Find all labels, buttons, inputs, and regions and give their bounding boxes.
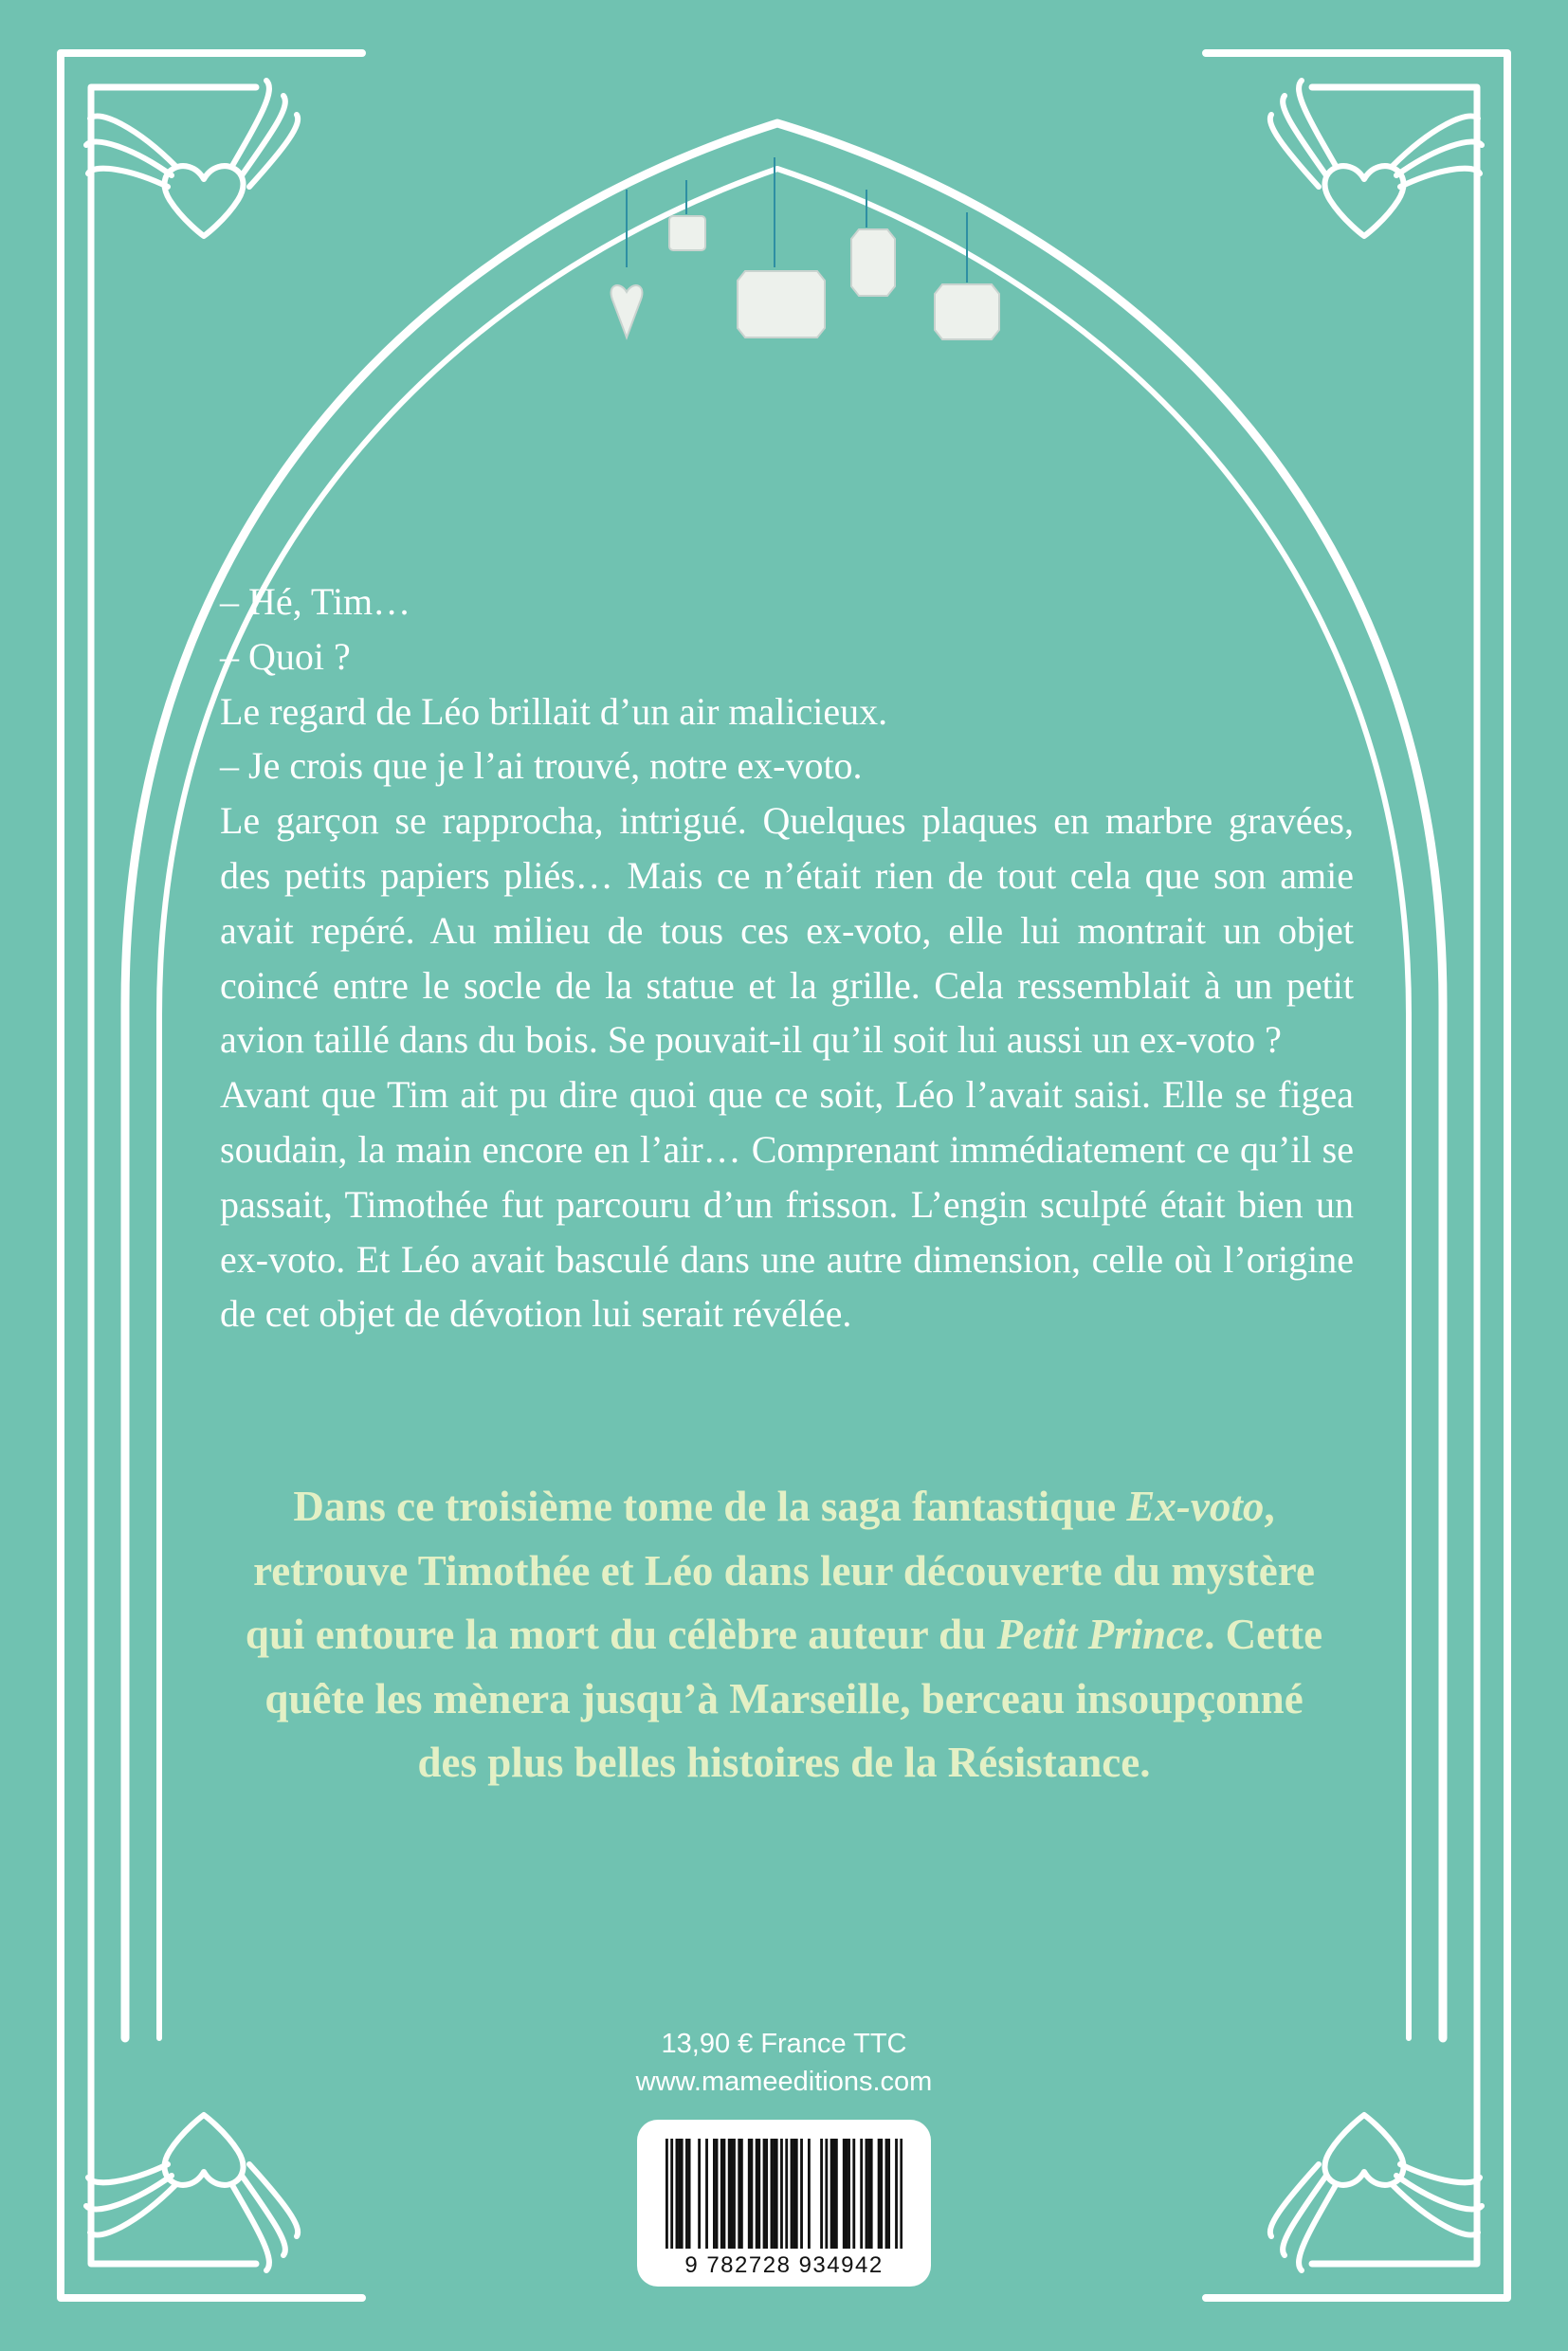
website: www.mameeditions.com [635, 2067, 933, 2097]
barcode-bar [845, 2139, 848, 2249]
barcode-bar [730, 2139, 733, 2249]
winged-heart-icon [86, 81, 298, 236]
barcode-bar [852, 2139, 855, 2249]
story-excerpt [220, 574, 1354, 1341]
barcode-bar [763, 2139, 766, 2249]
barcode-bar [795, 2139, 798, 2249]
barcode-bar [678, 2139, 681, 2249]
pitch-text: , retrouve Timothée et Léo dans leur découverte du mystère qui entoure la mort du célèbre auteur du [245, 1483, 1315, 1658]
winged-heart-icon [86, 2115, 298, 2270]
barcode-bar [756, 2139, 758, 2249]
barcode-bar [713, 2139, 716, 2249]
barcode-bar [885, 2139, 888, 2249]
barcode-bar [670, 2139, 673, 2249]
winged-heart-icon [1270, 2115, 1482, 2270]
pitch-text: . Cette quête les mènera jusqu’à Marseille, berceau insoupçonné des plus belles histoires de la Résistance. [264, 1611, 1323, 1786]
book-reference: Petit Prince [996, 1611, 1205, 1658]
barcode-bar [843, 2139, 846, 2249]
barcode-bar [775, 2139, 778, 2249]
price: 13,90 € France TTC [661, 2029, 907, 2059]
barcode-bar [716, 2139, 719, 2249]
barcode-bar [825, 2139, 828, 2249]
series-title: Ex-voto [1126, 1483, 1265, 1530]
barcode-bar [780, 2139, 783, 2249]
barcode-bar [866, 2139, 868, 2249]
barcode-bar [720, 2139, 723, 2249]
book-pitch [237, 1475, 1331, 1795]
barcode-bar [723, 2139, 726, 2249]
barcode-bar [665, 2139, 668, 2249]
barcode-bar [728, 2139, 731, 2249]
barcode-bar [688, 2139, 691, 2249]
price-block [500, 2025, 1068, 2101]
hanging-ex-voto-icon [611, 285, 643, 337]
barcode-bar [895, 2139, 898, 2249]
barcode-bar [765, 2139, 768, 2249]
barcode-bar [681, 2139, 684, 2249]
barcode-bar [698, 2139, 701, 2249]
barcode-bar [785, 2139, 788, 2249]
barcode-bar [738, 2139, 740, 2249]
barcode-label [637, 2120, 931, 2287]
barcode-bar [685, 2139, 688, 2249]
barcode-bar [791, 2139, 793, 2249]
barcode-bar [771, 2139, 774, 2249]
barcode-bar [773, 2139, 775, 2249]
barcode-bar [880, 2139, 883, 2249]
barcode-bar [733, 2139, 736, 2249]
excerpt-line: Le regard de Léo brillait d’un air malicieux. [220, 689, 888, 733]
barcode-bar [757, 2139, 760, 2249]
barcode-bar [870, 2139, 873, 2249]
excerpt-line: – Je crois que je l’ai trouvé, notre ex-voto. [220, 744, 863, 788]
barcode-bar [832, 2139, 835, 2249]
hanging-ex-voto-icon [669, 216, 705, 250]
barcode-bar [740, 2139, 743, 2249]
hanging-ex-voto-icon [851, 229, 895, 296]
barcode-bar [808, 2139, 811, 2249]
barcode-bar [820, 2139, 823, 2249]
hanging-ex-voto-icon [935, 284, 999, 339]
barcode-bar [676, 2139, 679, 2249]
barcode-bar [750, 2139, 753, 2249]
barcode-bar [900, 2139, 903, 2249]
barcode-bar [830, 2139, 833, 2249]
barcode-bar [878, 2139, 881, 2249]
excerpt-paragraph: Le garçon se rapprocha, intrigué. Quelques plaques en marbre gravées, des petits papiers pliés… Mais ce n’était rien de tout cela que son amie avait repéré. Au milieu de tous ces ex-voto, elle lui montrait un objet coincé entre le socle de la statue et la grille. Cela ressemblait à un petit avion taillé dans du bois. Se pouvait-il qu’il soit lui aussi un ex-voto ? [220, 799, 1354, 1062]
pitch-text: Dans ce troisième tome de la saga fantastique [293, 1483, 1127, 1530]
barcode-bar [860, 2139, 863, 2249]
barcode-bar [793, 2139, 795, 2249]
barcode-bar [835, 2139, 838, 2249]
barcode-digits: 9 782728 934942 [684, 2252, 884, 2278]
barcode-bar [848, 2139, 850, 2249]
excerpt-line: – Hé, Tim… [220, 580, 411, 623]
barcode [665, 2139, 903, 2249]
excerpt-paragraph: Avant que Tim ait pu dire quoi que ce soit, Léo l’avait saisi. Elle se figea soudain, la main encore en l’air… Comprenant immédiatement ce qu’il se passait, Timothée fut parcouru d’un frisson. L’engin sculpté était bien un ex-voto. Et Léo avait basculé dans une autre dimension, celle où l’origine de cet objet de dévotion lui serait révélée. [220, 1073, 1354, 1336]
barcode-bar [800, 2139, 803, 2249]
hanging-ex-voto-icon [738, 271, 825, 337]
barcode-bar [887, 2139, 890, 2249]
excerpt-line: – Quoi ? [220, 634, 351, 678]
barcode-bar [867, 2139, 870, 2249]
barcode-bar [748, 2139, 751, 2249]
barcode-bar [705, 2139, 708, 2249]
winged-heart-icon [1270, 81, 1482, 236]
